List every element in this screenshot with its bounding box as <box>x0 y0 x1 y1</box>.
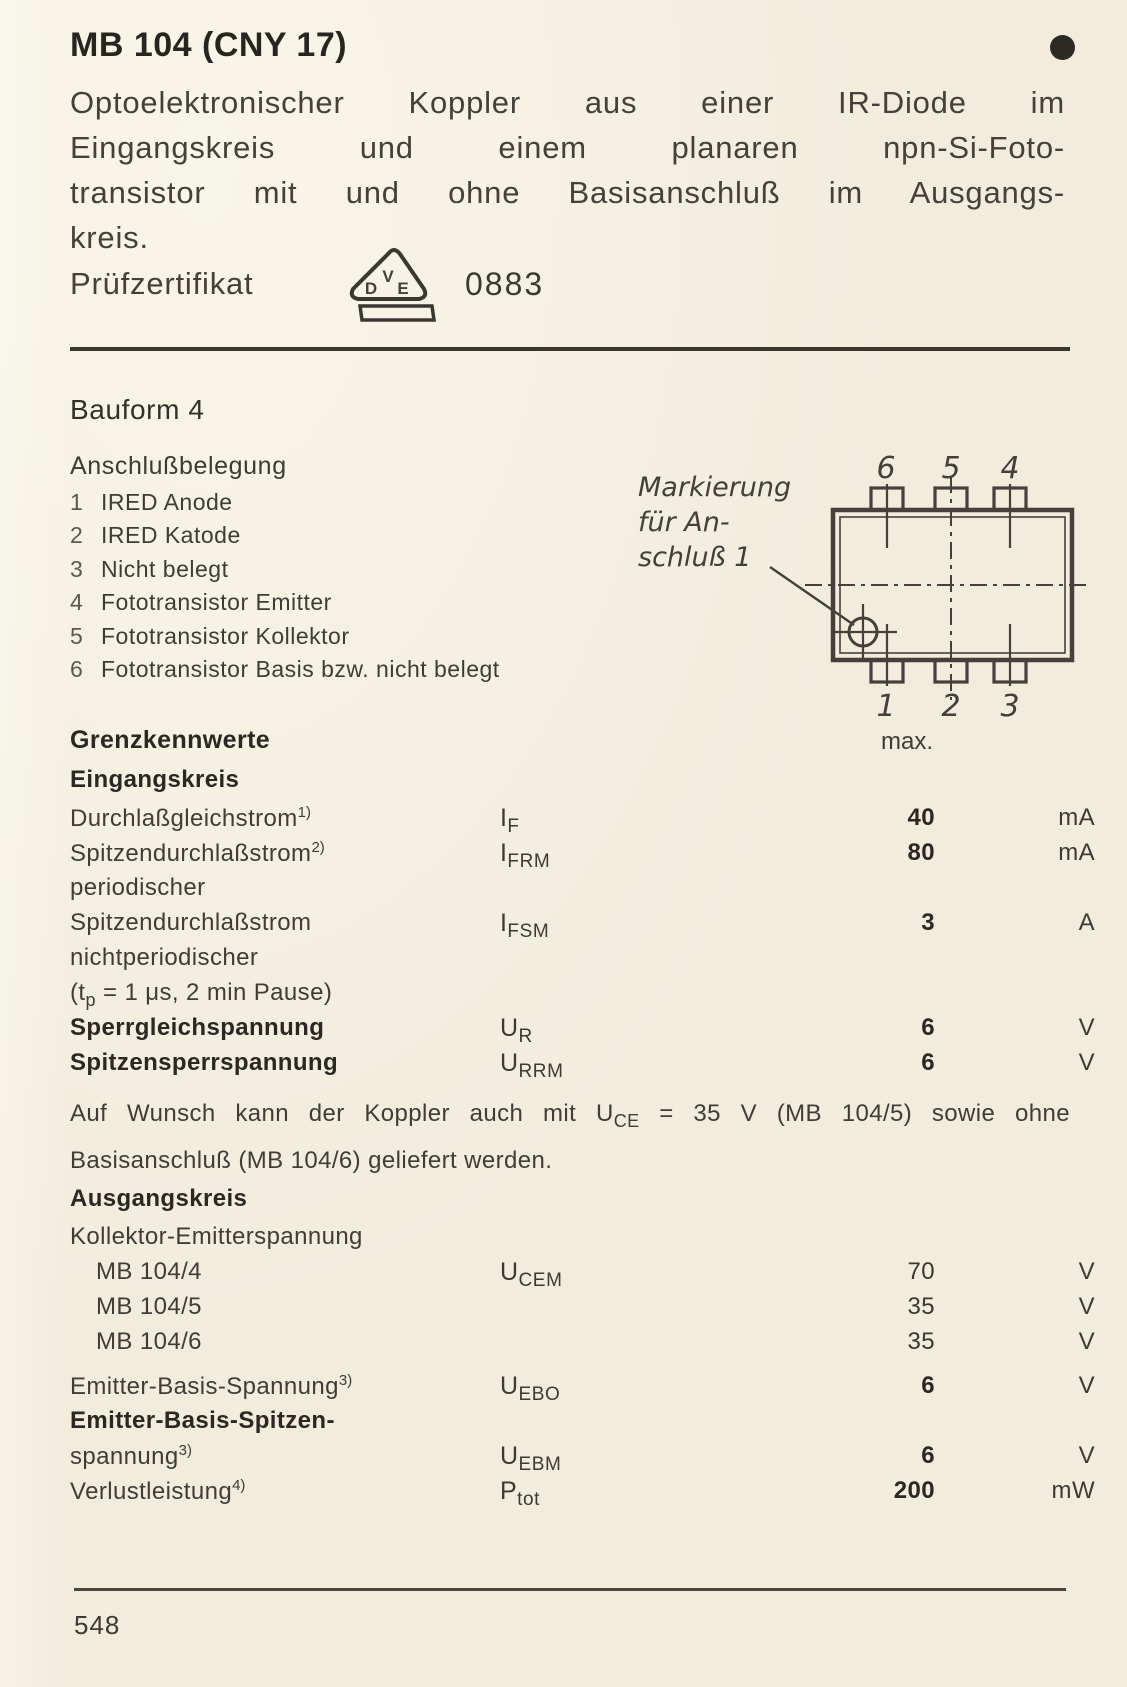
table-row <box>70 1442 1100 1477</box>
row-label: Sperrgleichspannung <box>70 1014 325 1041</box>
pin-label: IRED Anode <box>101 489 233 515</box>
limits-section <box>70 726 1100 1512</box>
row-symbol: $U_R$ <box>500 1014 533 1047</box>
pin-number: 5 <box>70 622 84 649</box>
row-symbol: $U_{CEM}$ <box>500 1258 563 1291</box>
pin-number-top: 4 <box>1000 451 1020 486</box>
row-label: MB 104/5 <box>96 1293 202 1320</box>
bauform-heading: Bauform 4 <box>70 394 205 425</box>
row-unit: V <box>1078 1049 1095 1076</box>
row-value: 6 <box>921 1014 935 1041</box>
row-label: Kollektor-Emitterspannung <box>70 1223 363 1250</box>
table-row <box>70 944 1100 979</box>
availability-note-line: Basisanschluß (MB 104/6) geliefert werden. <box>70 1147 553 1174</box>
row-unit: mA <box>1058 839 1095 866</box>
marking-label-line: Markierung <box>638 472 792 503</box>
row-symbol: $P_{tot}$ <box>500 1477 541 1510</box>
row-label: MB 104/6 <box>96 1328 202 1355</box>
pin-item <box>70 553 500 586</box>
row-unit: V <box>1078 1014 1095 1041</box>
pin-label: Fototransistor Kollektor <box>101 622 350 649</box>
vde-letter-d: D <box>364 279 378 298</box>
pin-number-top: 6 <box>876 451 896 486</box>
row-value: 6 <box>921 1049 935 1076</box>
input-section-heading: Eingangskreis <box>70 766 240 793</box>
availability-note-line: Auf Wunsch kann der Koppler auch mit $U_{CE} = 35$ V (MB 104/5) sowie ohne <box>70 1100 1070 1131</box>
row-unit: V <box>1078 1258 1095 1285</box>
table-row <box>70 1328 1100 1363</box>
intro-paragraph <box>70 80 1065 260</box>
row-label: Spitzensperrspannung <box>70 1049 339 1076</box>
row-value: 6 <box>921 1442 935 1469</box>
row-value: 35 <box>907 1293 935 1320</box>
pin-number-bottom: 1 <box>876 689 896 723</box>
certificate-number: 0883 <box>465 266 545 302</box>
pin-item <box>70 486 500 519</box>
table-row <box>70 909 1100 944</box>
max-column-label: max. <box>881 728 934 755</box>
row-symbol: $U_{EBO}$ <box>500 1372 561 1405</box>
vde-letter-v: V <box>382 267 394 286</box>
row-symbol: $U_{EBM}$ <box>500 1442 562 1475</box>
row-value: 80 <box>907 839 935 866</box>
row-label: Spitzendurchlaßstrom <box>70 909 312 936</box>
row-label: spannung$^{3)}$ <box>70 1442 192 1470</box>
row-value: 200 <box>893 1477 935 1504</box>
pin-label: Fototransistor Basis bzw. nicht belegt <box>101 655 500 682</box>
marking-label-line: für An- <box>638 507 730 538</box>
vde-letter-e: E <box>397 279 409 298</box>
row-value: 35 <box>907 1328 935 1355</box>
vde-logo <box>338 240 448 328</box>
row-unit: V <box>1078 1328 1095 1355</box>
row-unit: mW <box>1051 1477 1095 1504</box>
table-row <box>70 1223 1100 1258</box>
row-value: 70 <box>907 1258 935 1285</box>
pin-list <box>70 486 500 686</box>
output-section-heading: Ausgangskreis <box>70 1185 248 1212</box>
table-row <box>70 1049 1100 1084</box>
row-symbol: $I_{FSM}$ <box>500 909 550 942</box>
top-rule <box>70 347 1070 351</box>
pin-item <box>70 586 500 619</box>
package-diagram <box>620 428 1110 723</box>
intro-line: Eingangskreis und einem planaren npn-Si-Foto- <box>70 130 1065 165</box>
table-row <box>70 1372 1100 1407</box>
row-unit: V <box>1078 1372 1095 1399</box>
row-label: ($t_p = 1$ μs, 2 min Pause) <box>70 979 333 1010</box>
pin-number: 1 <box>70 489 84 515</box>
pin-number-top: 5 <box>941 451 961 486</box>
marking-label-line: schluß 1 <box>638 542 752 573</box>
row-value: 6 <box>921 1372 935 1399</box>
page-number: 548 <box>74 1610 121 1640</box>
table-row <box>70 839 1100 874</box>
row-unit: mA <box>1058 804 1095 831</box>
pin-item <box>70 653 500 686</box>
intro-line: kreis. <box>70 220 149 255</box>
row-value: 40 <box>907 804 935 831</box>
intro-line: transistor mit und ohne Basisanschluß im Ausgangs- <box>70 175 1065 210</box>
row-label: Emitter-Basis-Spitzen- <box>70 1407 335 1434</box>
limits-header <box>70 726 1100 766</box>
pin-item <box>70 519 500 552</box>
table-row <box>70 979 1100 1014</box>
row-label: Verlustleistung$^{4)}$ <box>70 1477 246 1505</box>
pin-number-bottom: 3 <box>1000 689 1020 723</box>
row-label: Emitter-Basis-Spannung$^{3)}$ <box>70 1372 353 1400</box>
table-row <box>70 1477 1100 1512</box>
table-row <box>70 1293 1100 1328</box>
row-unit: V <box>1078 1293 1095 1320</box>
row-symbol: $U_{RRM}$ <box>500 1049 564 1082</box>
pin-number: 2 <box>70 522 84 549</box>
pin-label: Fototransistor Emitter <box>101 589 332 616</box>
table-row <box>70 1258 1100 1293</box>
pin-item <box>70 620 500 653</box>
row-label: MB 104/4 <box>96 1258 202 1285</box>
row-value: 3 <box>921 909 935 936</box>
availability-note <box>70 1094 1070 1181</box>
row-unit: V <box>1078 1442 1095 1469</box>
table-row <box>70 1014 1100 1049</box>
table-row <box>70 804 1100 839</box>
row-label: nichtperiodischer <box>70 944 259 971</box>
pin-label: Nicht belegt <box>101 555 229 582</box>
row-unit: A <box>1078 909 1095 936</box>
table-row <box>70 1407 1100 1442</box>
pin-number-bottom: 2 <box>941 689 961 723</box>
bottom-rule <box>74 1588 1066 1591</box>
pin-label: IRED Katode <box>101 522 241 549</box>
intro-line: Optoelektronischer Koppler aus einer IR-Diode im <box>70 85 1065 120</box>
row-label: Durchlaßgleichstrom$^{1)}$ <box>70 804 312 832</box>
certificate-label: Prüfzertifikat <box>70 266 254 301</box>
pinout-heading: Anschlußbelegung <box>70 452 287 480</box>
vde-base <box>360 306 434 320</box>
table-row <box>70 874 1100 909</box>
row-label: Spitzendurchlaßstrom$^{2)}$ <box>70 839 325 867</box>
row-symbol: $I_{FRM}$ <box>500 839 551 872</box>
row-symbol: $I_F$ <box>500 804 520 837</box>
limits-heading: Grenzkennwerte <box>70 726 271 754</box>
row-label: periodischer <box>70 874 206 901</box>
leader-line <box>770 567 854 625</box>
pin-number: 6 <box>70 655 84 682</box>
page-title: MB 104 (CNY 17) <box>70 26 348 64</box>
pin-number: 4 <box>70 589 84 616</box>
corner-dot <box>1050 35 1075 60</box>
pin-number: 3 <box>70 555 84 582</box>
